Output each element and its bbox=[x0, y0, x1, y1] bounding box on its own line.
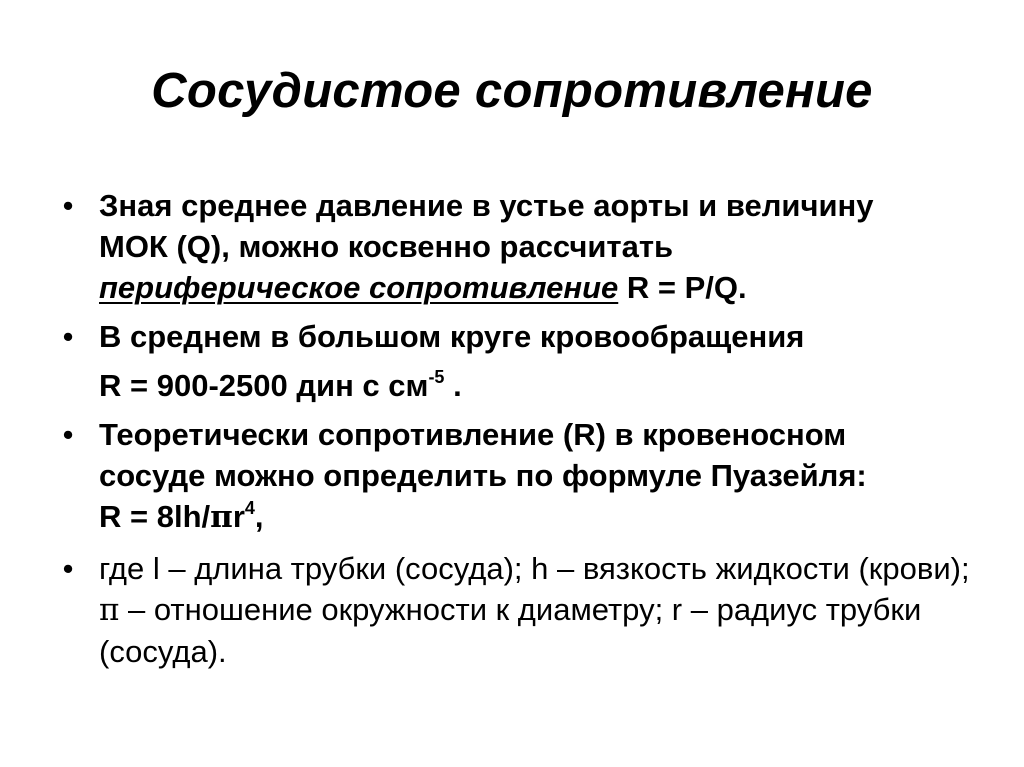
legend-part-2: – отношение окружности к диаметру; r – радиус трубки (сосуда). bbox=[99, 592, 922, 669]
formula-prefix: R = 8lh/ bbox=[99, 499, 211, 534]
legend-part-1: где l – длина трубки (сосуда); h – вязкость жидкости (крови); bbox=[99, 551, 970, 586]
bullet-marker: • bbox=[62, 417, 74, 452]
bullet-1-line-2: МОК (Q), можно косвенно рассчитать bbox=[99, 229, 674, 264]
slide-title: Сосудистое сопротивление bbox=[151, 64, 873, 118]
poiseuille-formula bbox=[99, 499, 264, 534]
bullet-2-line-2 bbox=[99, 365, 978, 406]
resistance-formula: R = P/Q. bbox=[618, 270, 747, 305]
bullet-marker: • bbox=[62, 319, 74, 354]
pi-symbol: π bbox=[210, 499, 233, 535]
pi-symbol: π bbox=[99, 592, 120, 628]
bullet-item-3 bbox=[58, 414, 978, 538]
bullet-item-1 bbox=[58, 185, 978, 308]
resistance-range: R = 900-2500 дин с см bbox=[99, 368, 429, 403]
bullet-3-line-2: сосуде можно определить по формуле Пуазейля: bbox=[99, 458, 867, 493]
formula-r: r bbox=[232, 499, 245, 534]
bullet-3-line-1: Теоретически сопротивление (R) в кровеносном bbox=[99, 417, 847, 452]
exponent: 4 bbox=[244, 497, 255, 518]
underlined-term: периферическое сопротивление bbox=[99, 270, 619, 305]
bullet-item-2 bbox=[58, 316, 978, 406]
bullet-marker: • bbox=[62, 551, 74, 586]
formula-suffix: , bbox=[254, 499, 264, 534]
bullet-list bbox=[58, 185, 978, 672]
exponent: -5 bbox=[428, 366, 445, 387]
bullet-marker: • bbox=[62, 188, 74, 223]
bullet-2-line-1: В среднем в большом круге кровообращения bbox=[99, 319, 805, 354]
bullet-item-4 bbox=[58, 548, 978, 672]
bullet-1-line-1: Зная среднее давление в устье аорты и величину bbox=[99, 188, 874, 223]
resistance-range-end: . bbox=[444, 368, 462, 403]
